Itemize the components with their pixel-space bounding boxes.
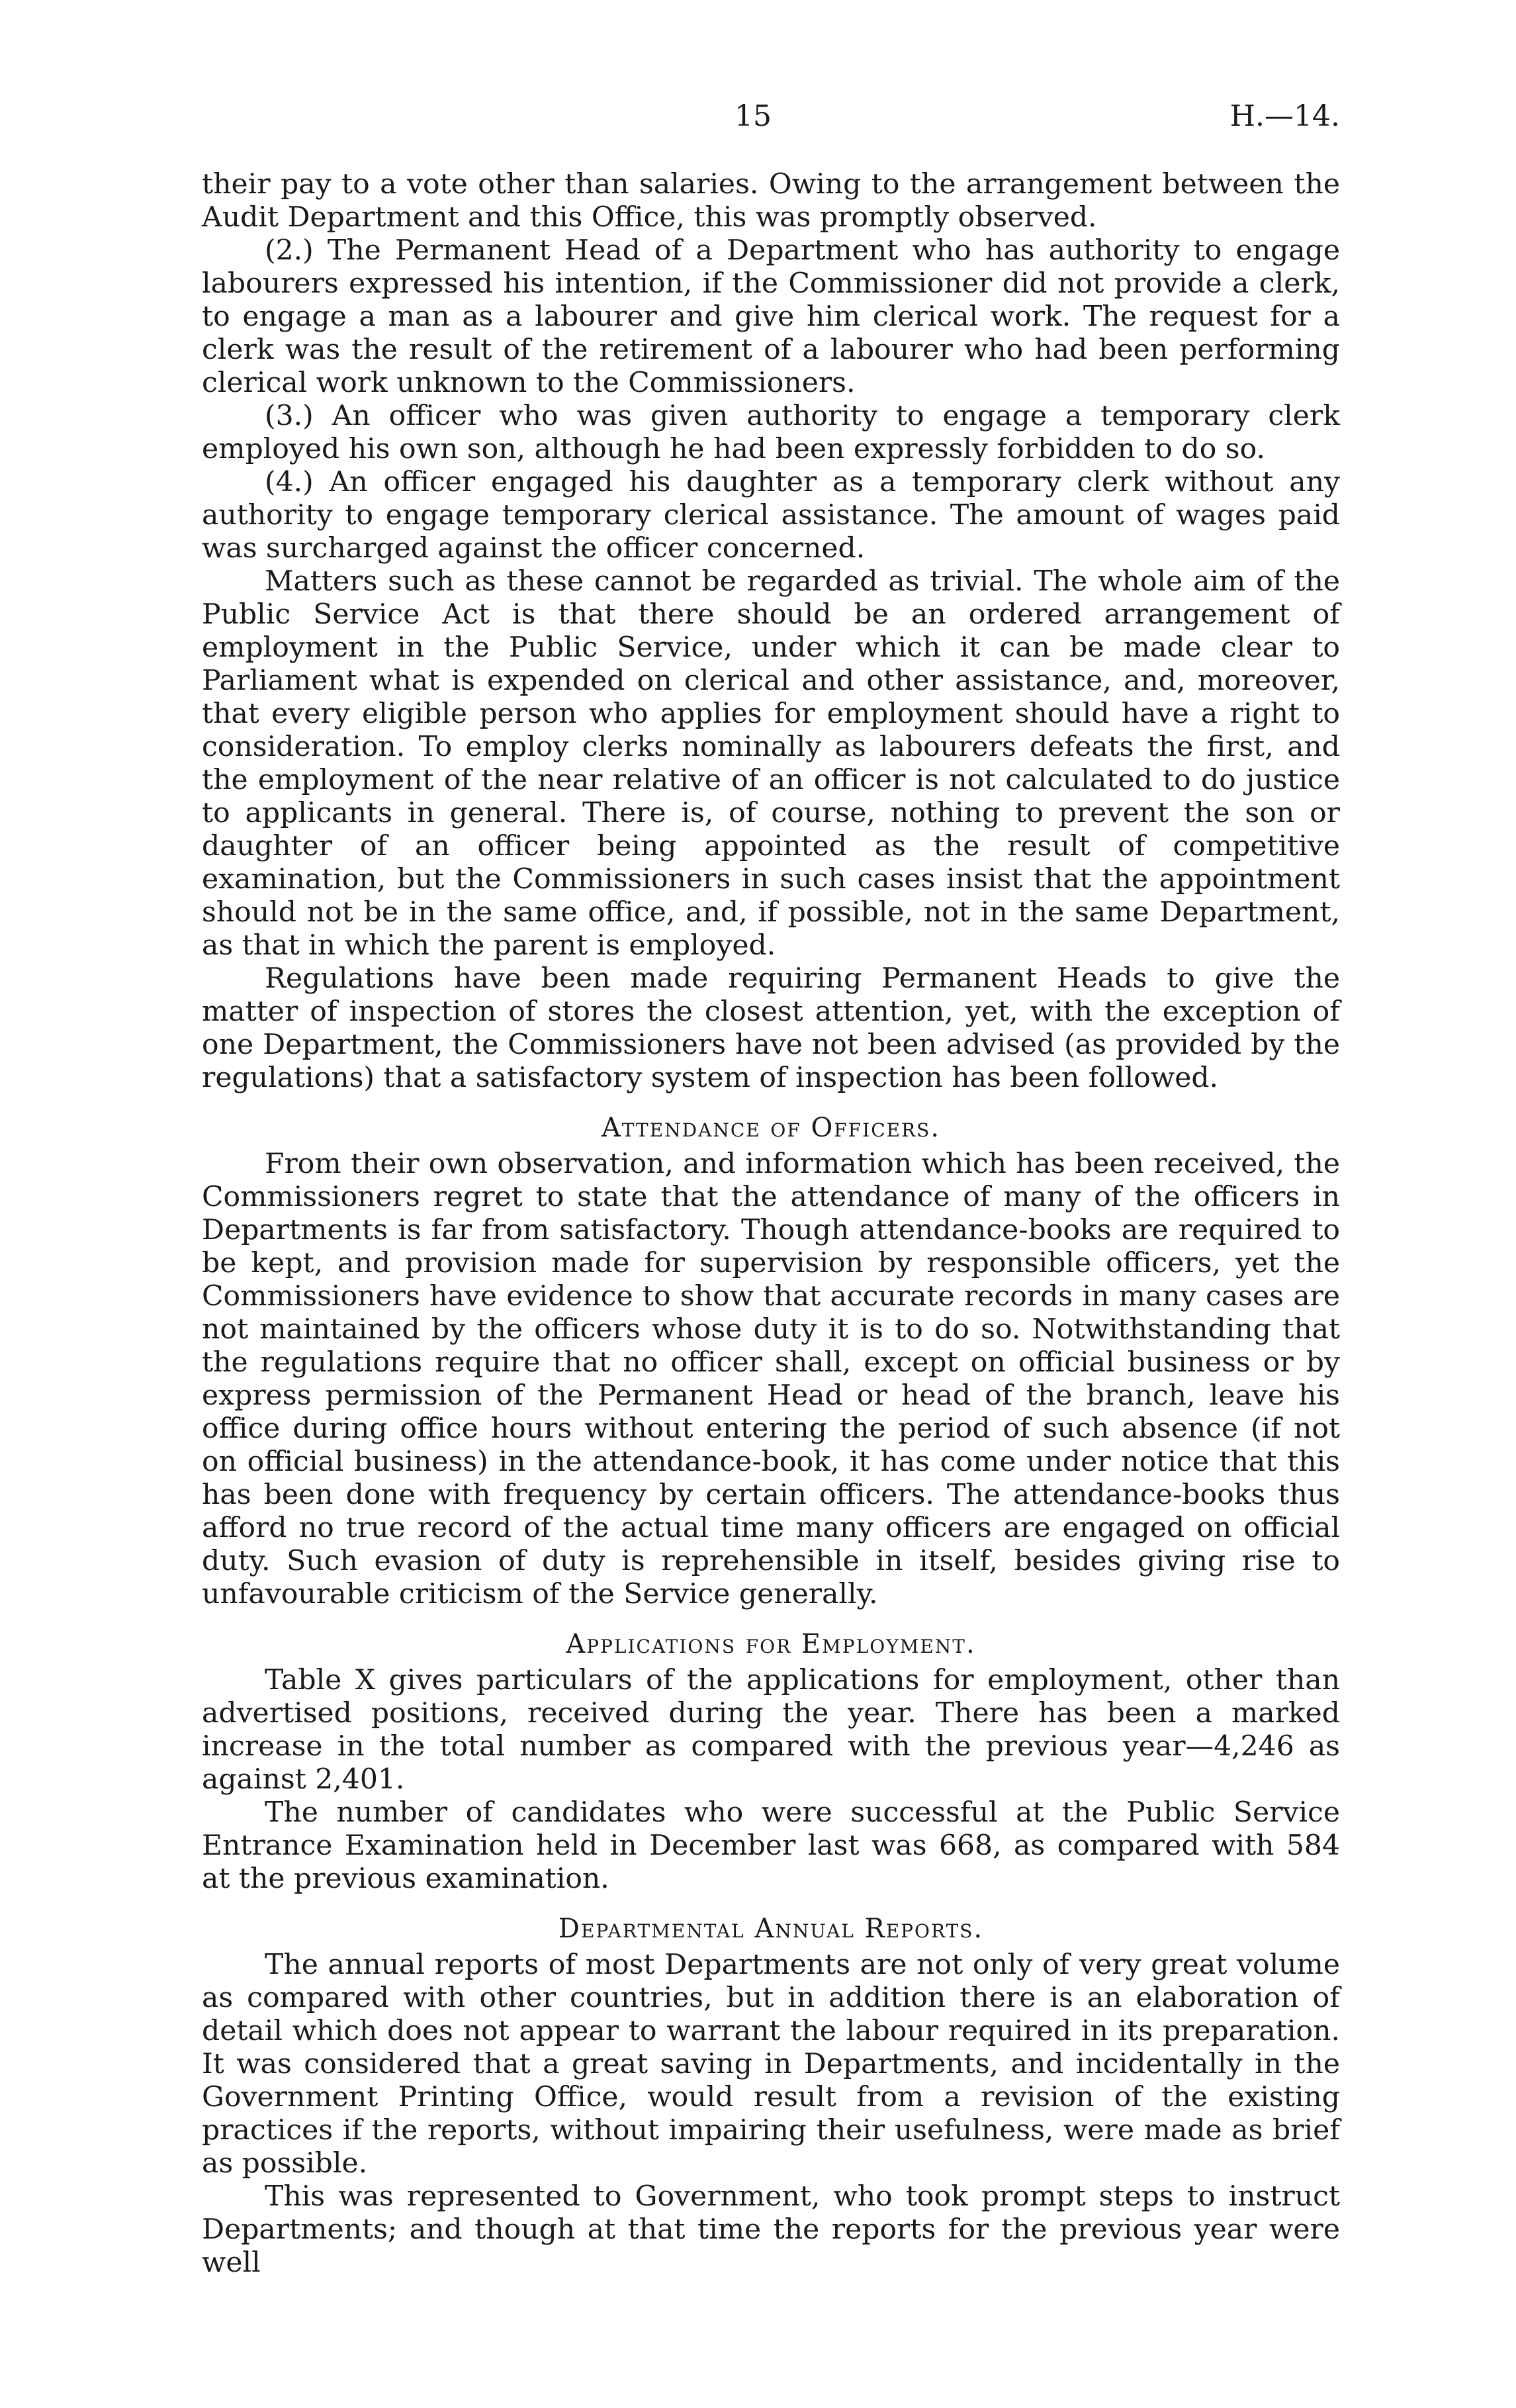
paragraph-reports-2: This was represented to Government, who took prompt steps to instruct Departments; and though at that time the reports for the previous year were well — [202, 2180, 1340, 2279]
paragraph-applications-2: The number of candidates who were successful at the Public Service Entrance Examination held in December last was 668, as compared with 584 at the previous examination. — [202, 1796, 1340, 1895]
paragraph-continuation: their pay to a vote other than salaries. Owing to the arrangement between the Audit Department and this Office, this was promptly observed. — [202, 168, 1340, 234]
body-text — [202, 168, 1340, 2280]
paragraph-reports-1: The annual reports of most Departments are not only of very great volume as compared with other countries, but in addition there is an elaboration of detail which does not appear to warrant the labour required in its preparation. It was considered that a great saving in Departments, and incidentally in the Government Printing Office, would result from a revision of the existing practices if the reports, without impairing their usefulness, were made as brief as possible. — [202, 1949, 1340, 2180]
document-reference: H.—14. — [1229, 99, 1340, 133]
paragraph-item-3: (3.) An officer who was given authority to engage a temporary clerk employed his own son, although he had been expressly forbidden to do so. — [202, 400, 1340, 465]
section-heading-reports: Departmental Annual Reports. — [558, 1914, 984, 1944]
paragraph-regulations: Regulations have been made requiring Permanent Heads to give the matter of inspection of stores the closest attention, yet, with the exception of one Department, the Commissioners have not been advised (as provided by the regulations) that a satisfactory system of inspection has been followed. — [202, 962, 1340, 1094]
section-heading-attendance: Attendance of Officers. — [601, 1113, 941, 1143]
page-header — [202, 99, 1340, 146]
paragraph-item-4: (4.) An officer engaged his daughter as a temporary clerk without any authority to engage temporary clerical assistance. The amount of wages paid was surcharged against the officer concerned. — [202, 466, 1340, 565]
section-heading-applications: Applications for Employment. — [566, 1629, 976, 1659]
paragraph-applications-1: Table X gives particulars of the applications for employment, other than advertised positions, received during the year. There has been a marked increase in the total number as compared with the previous year—4,246 as against 2,401. — [202, 1664, 1340, 1796]
paragraph-attendance: From their own observation, and information which has been received, the Commissioners regret to state that the attendance of many of the officers in Departments is far from satisfactory. Though attendance-books are required to be kept, and provision made for supervision by responsible officers, yet the Commissioners have evidence to show that accurate records in many cases are not maintained by the officers whose duty it is to do so. Notwithstanding that the regulations require that no officer shall, except on official business or by express permission of the Permanent Head or head of the branch, leave his office during office hours without entering the period of such absence (if not on official business) in the attendance-book, it has come under notice that this has been done with frequency by certain officers. The attendance-books thus afford no true record of the actual time many officers are engaged on official duty. Such evasion of duty is reprehensible in itself, besides giving rise to unfavourable criticism of the Service generally. — [202, 1148, 1340, 1610]
paragraph-item-2: (2.) The Permanent Head of a Department who has authority to engage labourers expressed his intention, if the Commissioner did not provide a clerk, to engage a man as a labourer and give him clerical work. The request for a clerk was the result of the retirement of a labourer who had been performing clerical work unknown to the Commissioners. — [202, 234, 1340, 399]
paragraph-matters: Matters such as these cannot be regarded as trivial. The whole aim of the Public Service Act is that there should be an ordered arrangement of employment in the Public Service, under which it can be made clear to Parliament what is expended on clerical and other assistance, and, moreover, that every eligible person who applies for employment should have a right to consideration. To employ clerks nominally as labourers defeats the first, and the employment of the near relative of an officer is not calculated to do justice to applicants in general. There is, of course, nothing to prevent the son or daughter of an officer being appointed as the result of competitive examination, but the Commissioners in such cases insist that the appointment should not be in the same office, and, if possible, not in the same Department, as that in which the parent is employed. — [202, 565, 1340, 962]
page-number: 15 — [735, 99, 772, 133]
